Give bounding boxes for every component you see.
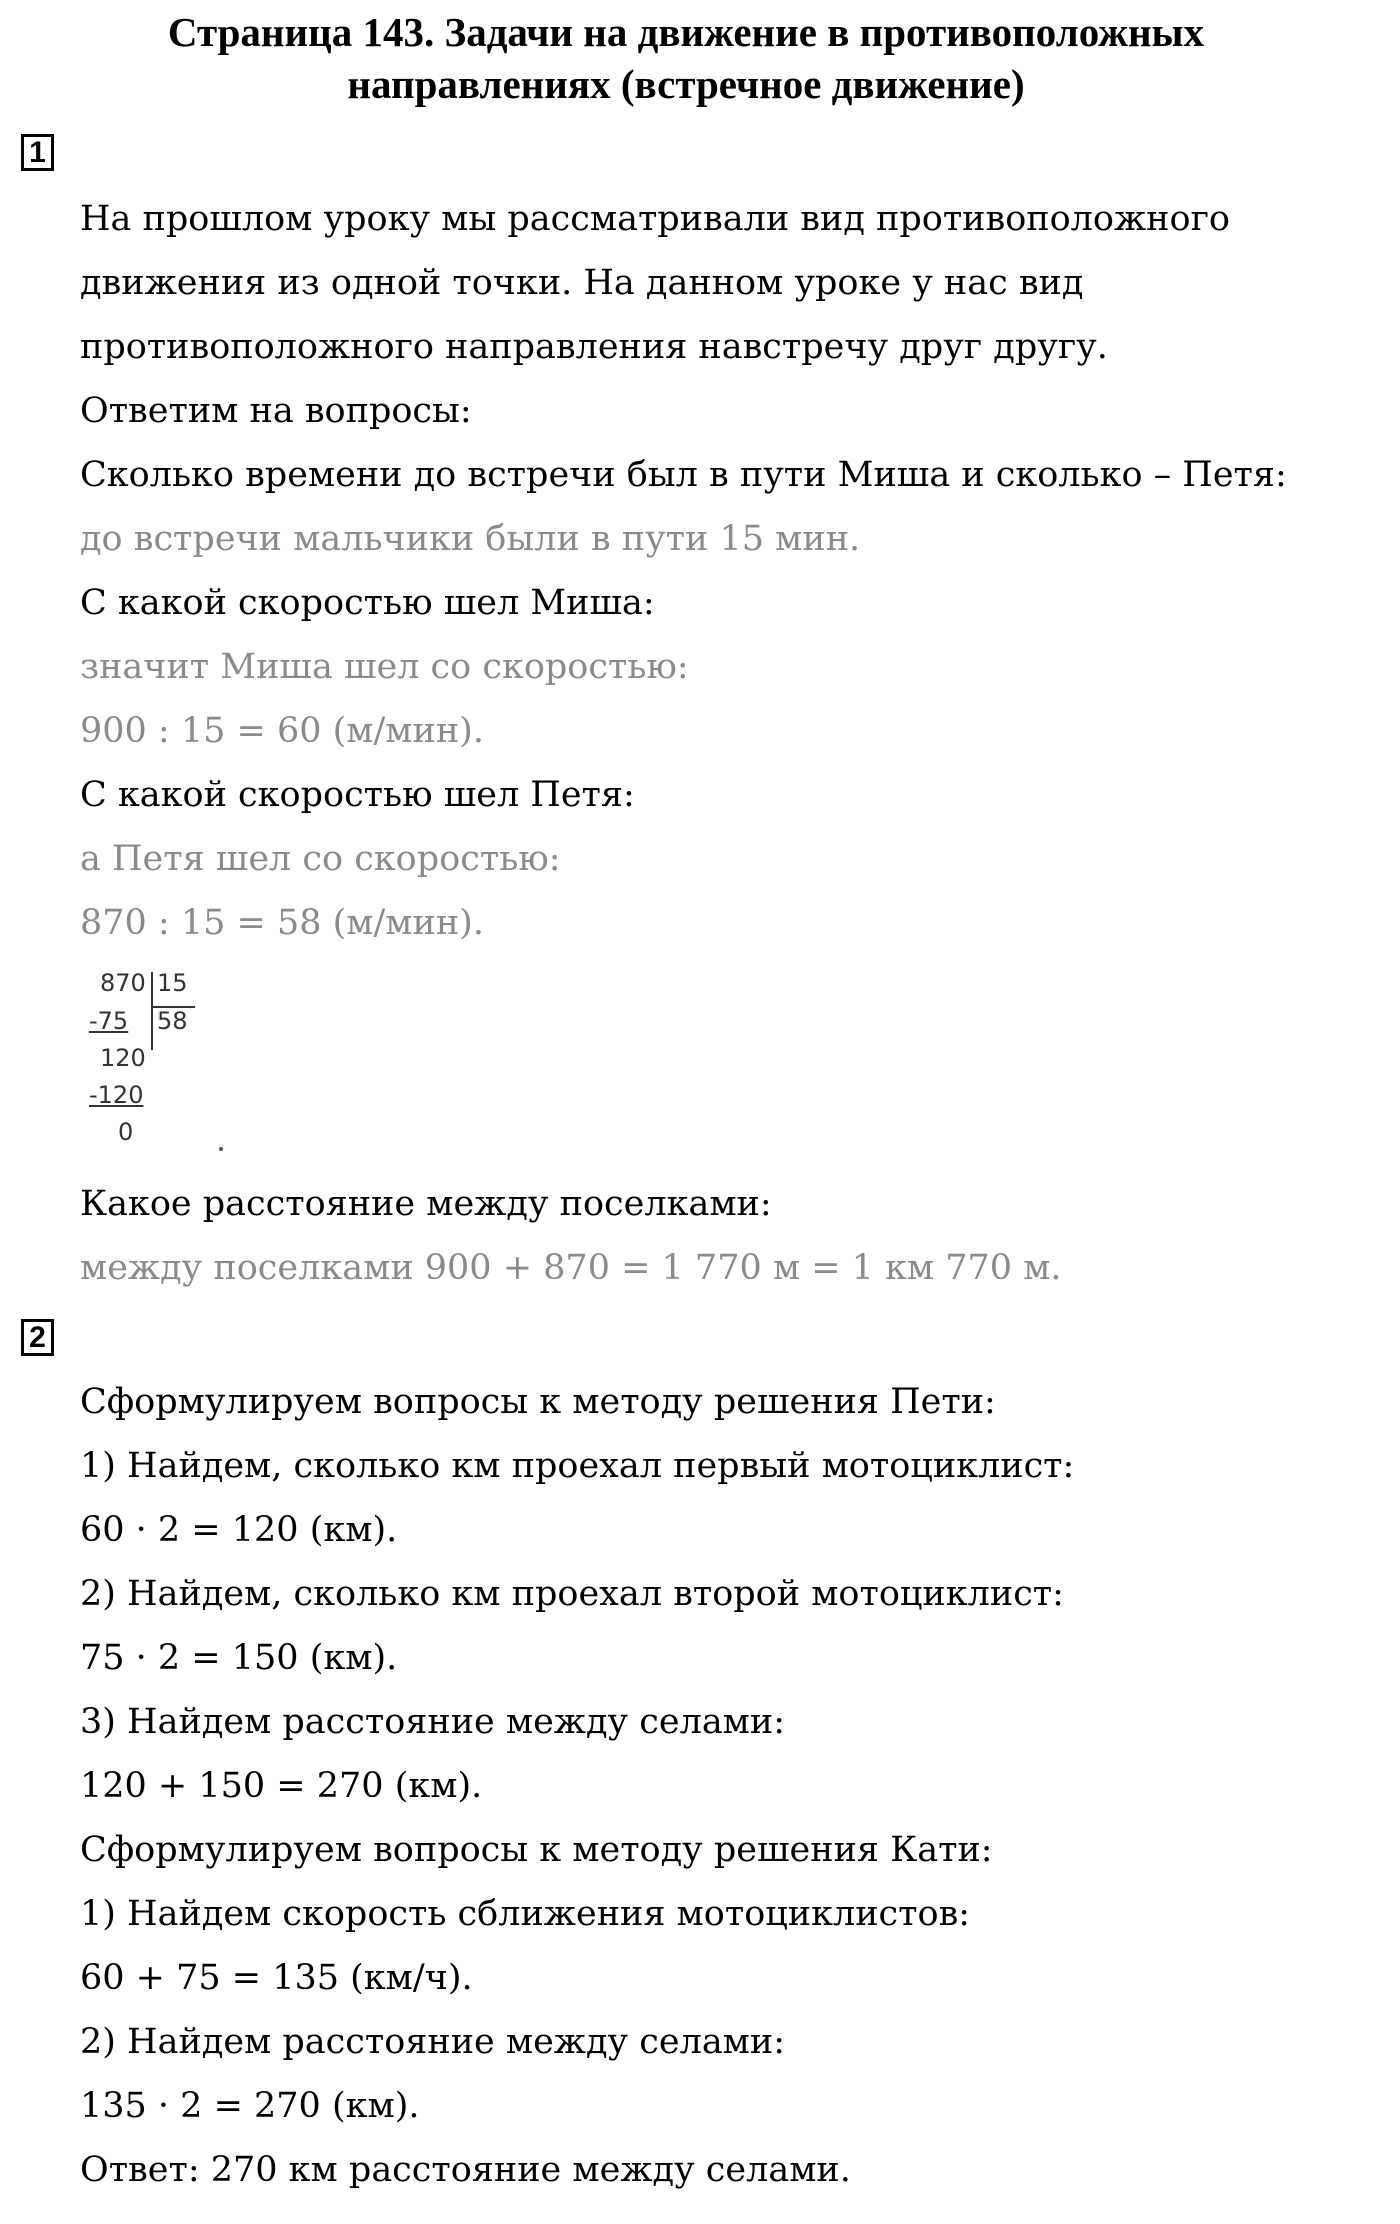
division-subtrahend-1: -75 [89, 1007, 129, 1035]
task-2-final-answer: Ответ: 270 км расстояние между селами. [80, 2150, 851, 2190]
task-1-answer: а Петя шел со скоростью: [80, 839, 561, 879]
task-2-line: 75 · 2 = 150 (км). [80, 1638, 398, 1678]
task-1-line: На прошлом уроку мы рассматривали вид противоположного [80, 199, 1230, 239]
division-dividend: 870 [100, 969, 146, 997]
task-1-question: С какой скоростью шел Петя: [80, 775, 635, 815]
task-1-answer: до встречи мальчики были в пути 15 мин. [80, 519, 861, 559]
division-divisor: 15 [157, 969, 188, 997]
title-line-1: Страница 143. Задачи на движение в противоположных [167, 9, 1205, 55]
task-1-question: С какой скоростью шел Миша: [80, 583, 655, 623]
task-1-question: Сколько времени до встречи был в пути Миша и сколько – Петя: [80, 455, 1287, 495]
task-1-question: Какое расстояние между поселками: [80, 1184, 772, 1224]
page-title [0, 6, 1372, 110]
division-subtrahend-2: -120 [89, 1081, 144, 1109]
task-2-line: 60 + 75 = 135 (км/ч). [80, 1958, 473, 1998]
task-2-line: 3) Найдем расстояние между селами: [80, 1702, 786, 1742]
task-1-line: Ответим на вопросы: [80, 391, 472, 431]
task-2-line: Сформулируем вопросы к методу решения Пети: [80, 1382, 996, 1422]
division-quotient: 58 [157, 1007, 188, 1035]
task-2-line: 2) Найдем, сколько км проехал второй мотоциклист: [80, 1574, 1064, 1614]
title-line-2: направлениях (встречное движение) [347, 61, 1025, 107]
task-2-line: 120 + 150 = 270 (км). [80, 1766, 483, 1806]
division-remainder-1: 120 [100, 1044, 146, 1072]
task-1-answer: 900 : 15 = 60 (м/мин). [80, 711, 484, 751]
task-2-line: Сформулируем вопросы к методу решения Кати: [80, 1830, 993, 1870]
stray-dot [219, 1147, 223, 1151]
division-vertical-bar [151, 972, 153, 1050]
task-1-line: движения из одной точки. На данном уроке у нас вид [80, 263, 1084, 303]
division-remainder-2: 0 [118, 1118, 134, 1146]
task-1-number-box: 1 [21, 134, 54, 171]
task-2-number-box: 2 [21, 1319, 54, 1356]
task-1-answer: 870 : 15 = 58 (м/мин). [80, 903, 484, 943]
task-1-line: противоположного направления навстречу друг другу. [80, 327, 1108, 367]
task-1-answer: между поселками 900 + 870 = 1 770 м = 1 км 770 м. [80, 1248, 1062, 1288]
task-2-line: 1) Найдем скорость сближения мотоциклистов: [80, 1894, 971, 1934]
task-2-line: 2) Найдем расстояние между селами: [80, 2022, 786, 2062]
task-2-line: 1) Найдем, сколько км проехал первый мотоциклист: [80, 1446, 1075, 1486]
task-2-line: 60 · 2 = 120 (км). [80, 1510, 398, 1550]
task-1-answer: значит Миша шел со скоростью: [80, 647, 689, 687]
task-2-line: 135 · 2 = 270 (км). [80, 2086, 420, 2126]
